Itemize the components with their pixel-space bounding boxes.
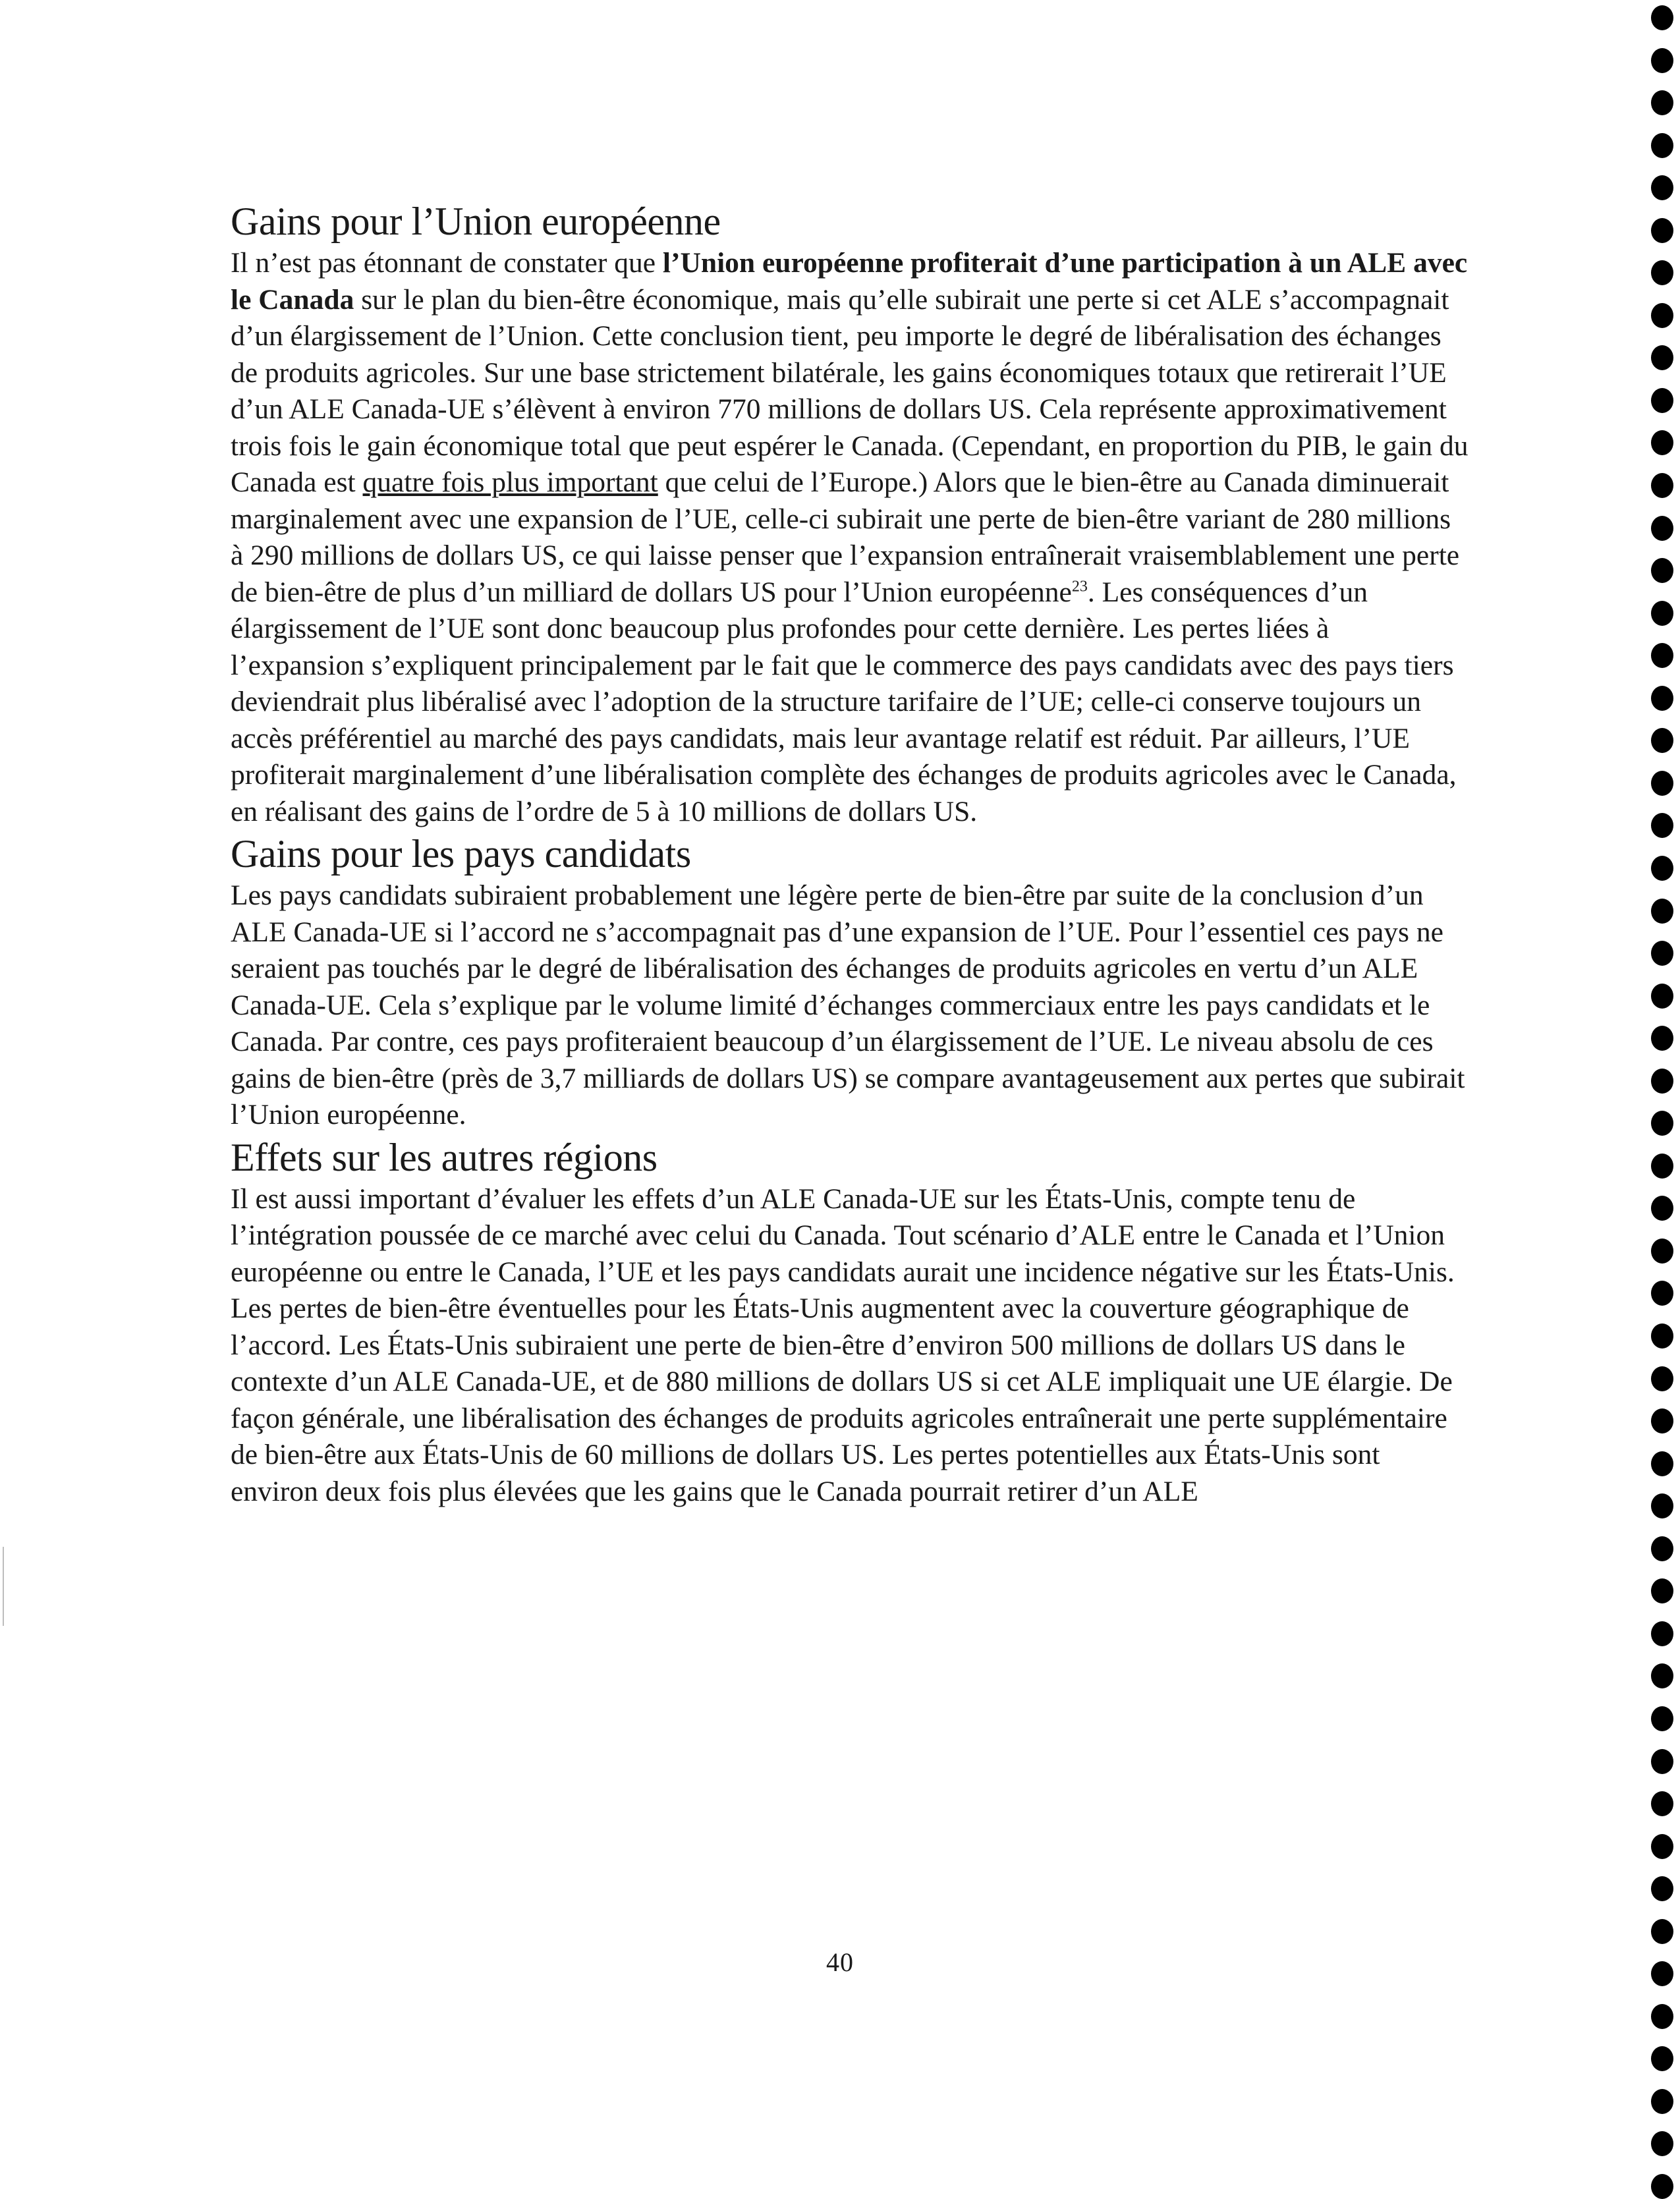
binding-hole	[1651, 48, 1673, 73]
binding-hole	[1651, 1026, 1673, 1051]
text-run: Il n’est pas étonnant de constater que	[231, 247, 663, 279]
binding-hole	[1651, 686, 1673, 711]
binding-hole	[1651, 558, 1673, 583]
binding-hole	[1651, 601, 1673, 626]
binding-hole	[1651, 1706, 1673, 1731]
binding-hole	[1651, 2004, 1673, 2029]
binding-hole	[1651, 175, 1673, 200]
binding-hole	[1651, 303, 1673, 328]
spiral-binding-holes	[1627, 0, 1680, 2199]
bold-text-run: l’Union européenne profiterait d’une participation à un ALE avec le Canada	[231, 247, 1468, 316]
binding-hole	[1651, 1919, 1673, 1944]
binding-hole	[1651, 856, 1673, 881]
binding-hole	[1651, 2174, 1673, 2199]
binding-hole	[1651, 1154, 1673, 1179]
binding-hole	[1651, 1834, 1673, 1859]
binding-hole	[1651, 1791, 1673, 1816]
section-paragraph-other-regions: Il est aussi important d’évaluer les effets d’un ALE Canada-UE sur les États-Unis, compte tenu de l’intégration poussée de ce marché avec celui du Canada. Tout scénario d’ALE entre le Canada et l’Union européenne ou entre le Canada, l’UE et les pays candidats aurait une incidence négative sur les États-Unis. Les pertes de bien-être éventuelles pour les États-Unis augmentent avec la couverture géographique de l’accord. Les États-Unis subiraient une perte de bien-être d’environ 500 millions de dollars US dans le contexte d’un ALE Canada-UE, et de 880 millions de dollars US si cet ALE impliquait une UE élargie. De façon générale, une libéralisation des échanges de produits agricoles entraînerait une perte supplémentaire de bien-être aux États-Unis de 60 millions de dollars US. Les pertes potentielles aux États-Unis sont environ deux fois plus élevées que les gains que le Canada pourrait retirer d’un ALE	[231, 1183, 1455, 1507]
binding-hole	[1651, 1451, 1673, 1476]
binding-hole	[1651, 345, 1673, 370]
section-paragraph-eu-gains	[231, 245, 1469, 830]
binding-hole	[1651, 133, 1673, 158]
binding-hole	[1651, 813, 1673, 838]
binding-hole	[1651, 5, 1673, 30]
binding-hole	[1651, 1663, 1673, 1688]
binding-hole	[1651, 1323, 1673, 1349]
binding-hole	[1651, 728, 1673, 753]
binding-hole	[1651, 1069, 1673, 1094]
binding-hole	[1651, 1536, 1673, 1561]
binding-hole	[1651, 1239, 1673, 1264]
binding-hole	[1651, 1876, 1673, 1901]
binding-hole	[1651, 1366, 1673, 1391]
section-paragraph-candidate-countries: Les pays candidats subiraient probablement une légère perte de bien-être par suite de la conclusion d’un ALE Canada-UE si l’accord ne s’accompagnait pas d’une expansion de l’UE. Pour l’essentiel ces pays ne seraient pas touchés par le degré de libéralisation des échanges de produits agricoles en vertu d’un ALE Canada-UE. Cela s’explique par le volume limité d’échanges commerciaux entre les pays candidats et le Canada. Par contre, ces pays profiteraient beaucoup d’un élargissement de l’UE. Le niveau absolu de ces gains de bien-être (près de 3,7 milliards de dollars US) se compare avantageusement aux pertes que subirait l’Union européenne.	[231, 879, 1465, 1130]
text-run: sur le plan du bien-être économique, mais qu’elle subirait une perte si cet ALE s’accompagnait d’un élargissement de l’Union. Cette conclusion tient, peu importe le degré de libéralisation des échanges de produits agricoles. Sur une base strictement bilatérale, les gains économiques totaux que retirerait l’UE d’un ALE Canada-UE s’élèvent à environ 770 millions de dollars US. Cela représente approximativement trois fois le gain économique total que peut espérer le Canada. (Cependant, en proportion du PIB, le gain du Canada est	[231, 283, 1469, 498]
binding-hole	[1651, 516, 1673, 541]
binding-hole	[1651, 1493, 1673, 1518]
text-run: . Les conséquences d’un élargissement de l’UE sont donc beaucoup plus profondes pour cette dernière. Les pertes liées à l’expansion s’expliquent principalement par le fait que le commerce des pays candidats avec des pays tiers deviendrait plus libéralisé avec l’adoption de la structure tarifaire de l’UE; celle-ci conserve toujours un accès préférentiel au marché des pays candidats, mais leur avantage relatif est réduit. Par ailleurs, l’UE profiterait marginalement d’une libéralisation complète des échanges de produits agricoles avec le Canada, en réalisant des gains de l’ordre de 5 à 10 millions de dollars US.	[231, 576, 1457, 827]
binding-hole	[1651, 473, 1673, 498]
binding-hole	[1651, 771, 1673, 796]
binding-hole	[1651, 1111, 1673, 1136]
binding-hole	[1651, 1578, 1673, 1603]
footnote-marker: 23	[1071, 578, 1088, 595]
binding-hole	[1651, 899, 1673, 924]
text-run: que celui de l’Europe.) Alors que le bien-être au Canada diminuerait marginalement avec une expansion de l’UE, celle-ci subirait une perte de bien-être variant de 280 millions à 290 millions de dollars US, ce qui laisse penser que l’expansion entraînerait vraisemblablement une perte de bien-être de plus d’un milliard de dollars US pour l’Union européenne	[231, 466, 1460, 608]
binding-hole	[1651, 2046, 1673, 2071]
underlined-text-run: quatre fois plus important	[362, 466, 658, 498]
page-number: 40	[826, 1947, 854, 1977]
page-content	[231, 198, 1469, 1510]
binding-hole	[1651, 1621, 1673, 1646]
binding-hole	[1651, 388, 1673, 413]
binding-hole	[1651, 643, 1673, 668]
binding-hole	[1651, 984, 1673, 1009]
binding-hole	[1651, 941, 1673, 966]
binding-hole	[1651, 218, 1673, 243]
section-title-eu-gains: Gains pour l’Union européenne	[231, 200, 721, 243]
binding-hole	[1651, 90, 1673, 115]
binding-hole	[1651, 1196, 1673, 1221]
section-title-candidate-countries: Gains pour les pays candidats	[231, 832, 691, 876]
binding-hole	[1651, 1408, 1673, 1434]
binding-hole	[1651, 1749, 1673, 1774]
binding-hole	[1651, 430, 1673, 455]
binding-hole	[1651, 2089, 1673, 2114]
binding-hole	[1651, 2131, 1673, 2156]
scan-margin-line	[3, 1547, 4, 1626]
binding-hole	[1651, 260, 1673, 285]
binding-hole	[1651, 1281, 1673, 1306]
section-title-other-regions: Effets sur les autres régions	[231, 1135, 658, 1179]
binding-hole	[1651, 1961, 1673, 1986]
